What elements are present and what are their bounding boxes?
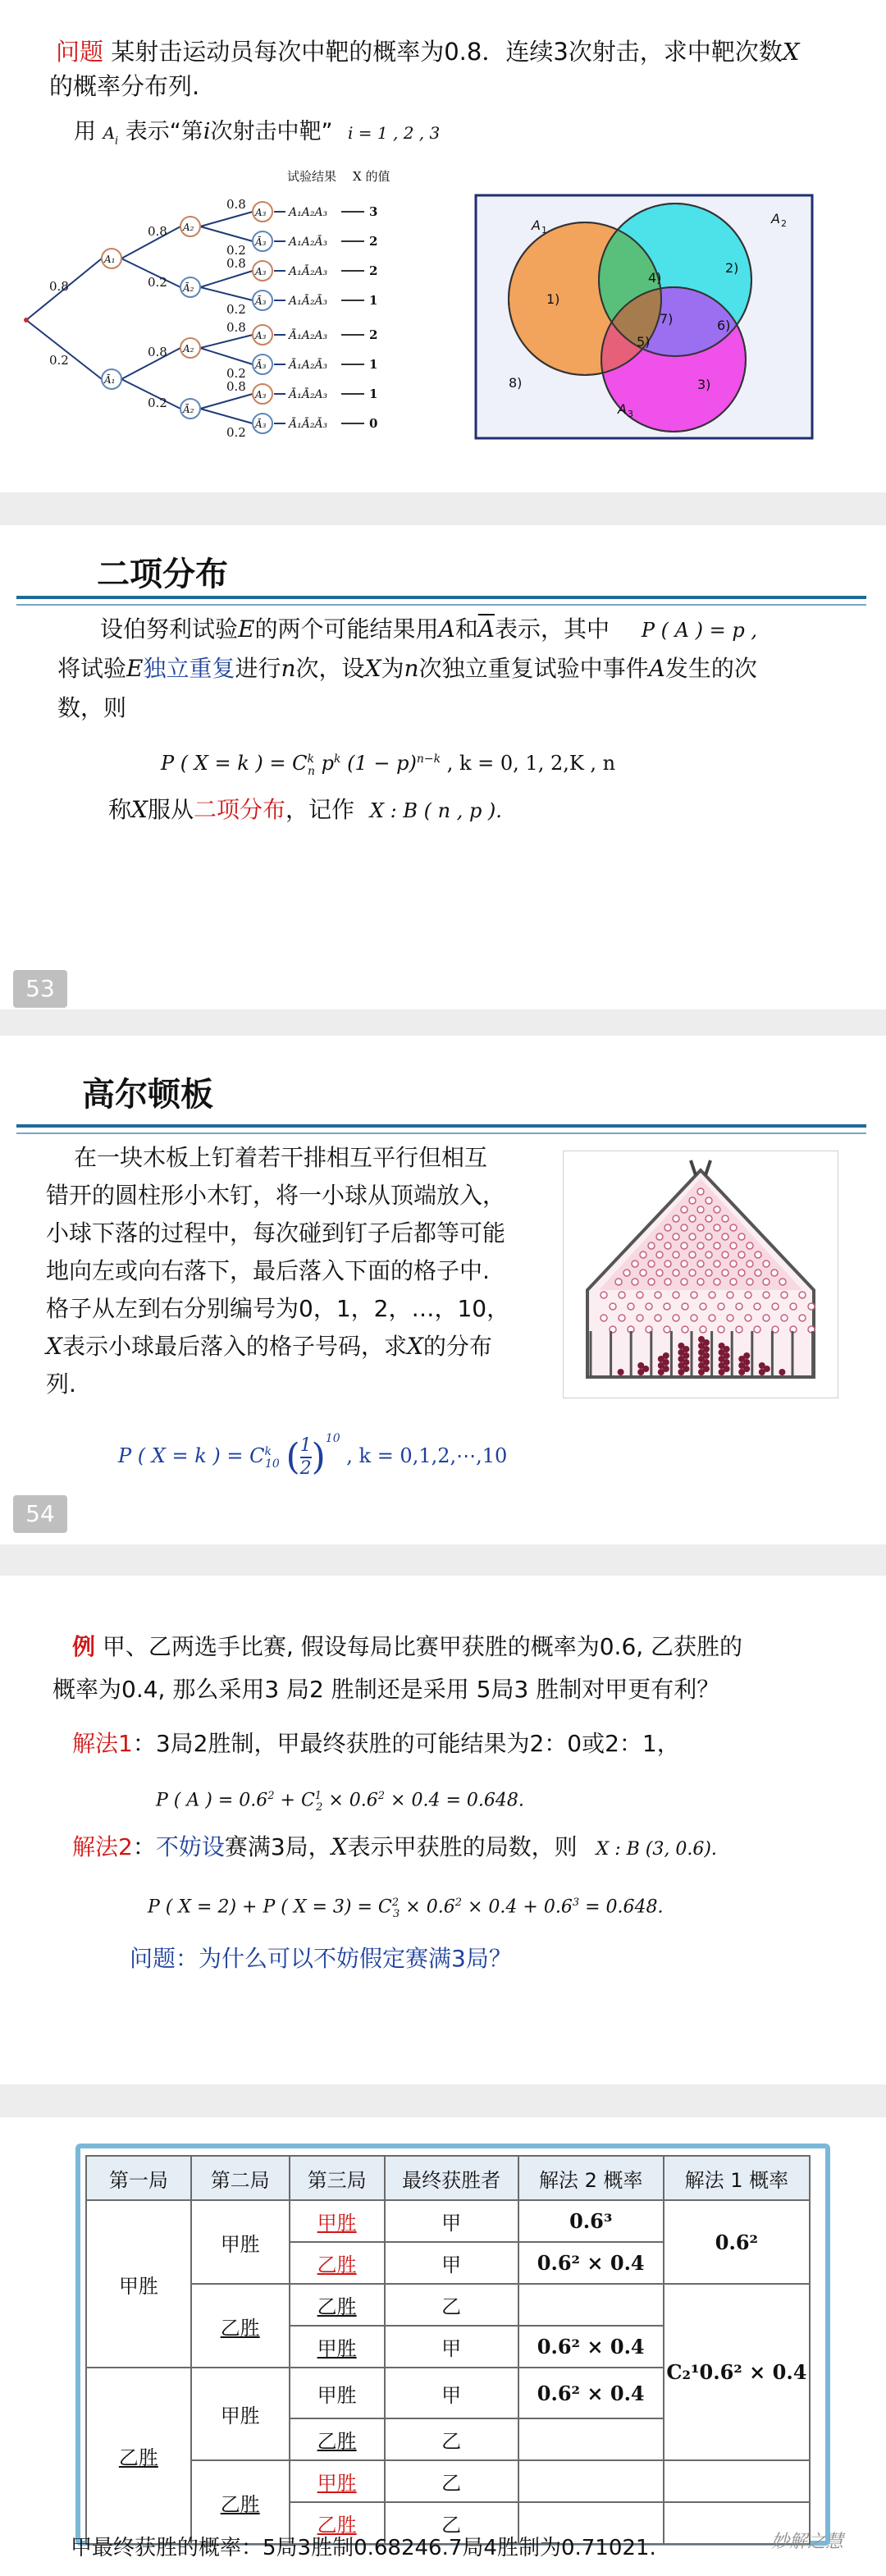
svg-text:A₃: A₃	[255, 207, 267, 218]
page-number: 54	[13, 1495, 67, 1533]
binomial-line2: 将试验E独立重复进行n次，设X为n次独立重复试验中事件A发生的次	[57, 655, 757, 682]
svg-text:A₃: A₃	[255, 330, 267, 341]
svg-text:Ā₃: Ā₃	[255, 295, 267, 307]
svg-text:4): 4)	[648, 270, 662, 286]
tree-header-x: X 的值	[353, 169, 390, 184]
binomial-line3: 数，则	[57, 694, 127, 721]
svg-text:0.2: 0.2	[226, 425, 246, 440]
table-row: 乙胜 甲胜 甲胜 甲 0.6² × 0.4	[86, 2368, 810, 2418]
svg-text:0.2: 0.2	[226, 366, 246, 381]
title-rule-thin	[16, 604, 866, 606]
svg-text:0: 0	[369, 416, 378, 431]
svg-text:3): 3)	[697, 377, 711, 392]
svg-text:3: 3	[628, 409, 633, 419]
binomial-line1: 设伯努利试验E的两个可能结果用A和$\overline{A}$表示，其中 P ( A ) = p ,	[100, 615, 757, 643]
question-line: 问题：为什么可以不妨假定赛满3局？	[130, 1945, 512, 1972]
svg-text:1: 1	[369, 387, 378, 401]
svg-text:A₁Ā₂A₃: A₁Ā₂A₃	[289, 265, 328, 278]
svg-text:Ā₁Ā₂A₃: Ā₁Ā₂A₃	[289, 388, 328, 401]
svg-text:A: A	[618, 401, 627, 417]
watermark: 妙解之慧	[771, 2532, 844, 2552]
svg-text:5): 5)	[637, 334, 651, 350]
problem-text-cont: 的概率分布列.	[49, 72, 200, 100]
svg-text:3: 3	[369, 204, 378, 219]
binomial-title: 二项分布	[97, 556, 228, 593]
title-rule	[16, 1124, 866, 1128]
example-line2: 概率为0.4, 那么采用3 局2 胜制还是采用 5局3 胜制对甲更有利？	[53, 1676, 720, 1703]
svg-text:0.8: 0.8	[226, 197, 246, 212]
title-rule-thin	[16, 1132, 866, 1134]
svg-text:Ā₁Ā₂Ā₃: Ā₁Ā₂Ā₃	[289, 418, 328, 431]
svg-text:0.2: 0.2	[226, 302, 246, 317]
svg-text:0.2: 0.2	[148, 396, 167, 410]
svg-text:7): 7)	[660, 311, 674, 327]
slide-binomial	[0, 525, 886, 1009]
svg-text:1: 1	[369, 357, 378, 372]
svg-text:A₁A₂A₃: A₁A₂A₃	[289, 206, 328, 219]
svg-text:A₁: A₁	[104, 254, 116, 265]
galton-line4: 地向左或向右落下，最后落入下面的格子中.	[46, 1257, 490, 1284]
table-header-row: 第一局 第二局 第三局 最终获胜者 解法 2 概率 解法 1 概率	[86, 2156, 810, 2200]
svg-text:1): 1)	[546, 291, 560, 307]
solution1-formula: P ( A ) = $0.6^2 + C^1_2 \times 0.6^2 \times 0.4 = 0.648$.	[156, 1790, 524, 1814]
svg-text:Ā₂: Ā₂	[183, 404, 194, 415]
svg-text:Ā₁A₂Ā₃: Ā₁A₂Ā₃	[289, 359, 328, 372]
svg-text:1: 1	[369, 293, 378, 308]
galton-line1: 在一块木板上钉着若干排相互平行但相互	[74, 1144, 488, 1171]
svg-text:0.8: 0.8	[226, 320, 246, 335]
svg-text:A₁A₂Ā₃: A₁A₂Ā₃	[289, 236, 328, 249]
svg-text:0.8: 0.8	[49, 279, 69, 294]
venn-diagram	[474, 194, 814, 440]
svg-text:1: 1	[541, 225, 547, 236]
slide-galton	[0, 1036, 886, 1544]
table-row: 甲胜 甲胜 甲胜 甲 0.6³ 0.6²	[86, 2200, 810, 2242]
svg-text:2: 2	[781, 218, 787, 229]
svg-text:2: 2	[369, 263, 378, 278]
svg-text:A: A	[532, 217, 541, 233]
svg-text:2: 2	[369, 234, 378, 249]
svg-text:A: A	[771, 211, 780, 226]
table-row: 乙胜 乙胜 乙 C₂¹0.6² × 0.4	[86, 2284, 810, 2326]
svg-text:0.8: 0.8	[226, 256, 246, 271]
galton-board-image	[563, 1151, 838, 1398]
galton-line2: 错开的圆柱形小木钉，将一小球从顶端放入，	[46, 1182, 506, 1209]
binomial-dist: 称X服从二项分布，记作 X : B ( n , p ).	[108, 796, 502, 823]
table-row: 乙胜 甲胜 乙	[86, 2460, 810, 2502]
svg-text:0.8: 0.8	[226, 379, 246, 394]
svg-text:6): 6)	[717, 318, 731, 333]
slide-table	[0, 2117, 886, 2576]
galton-formula: P ( X = k ) = $C^k_{10}$ ( $\frac{1}{2}$ )$^{10}$ , k = 0,1,2,⋯,10	[118, 1432, 508, 1479]
problem-label: 问题	[56, 38, 104, 66]
svg-text:A₃: A₃	[255, 389, 267, 400]
table-row: 乙胜 甲 0.6² × 0.4	[86, 2242, 810, 2284]
solution2: 解法2：不妨设赛满3局，X表示甲获胜的局数，则 X : B (3, 0.6).	[72, 1833, 717, 1860]
svg-text:0.2: 0.2	[148, 275, 167, 290]
galton-line5: 格子从左到右分别编号为0，1，2，…，10，	[46, 1295, 510, 1322]
svg-text:Ā₁: Ā₁	[104, 374, 116, 386]
solution2-formula: P ( X = 2) + P ( $X = 3) = C^2_3 \times 0.6^2 \times 0.4 + 0.6^3 = 0.648$.	[148, 1897, 664, 1920]
table-row: 甲胜 甲 0.6² × 0.4	[86, 2326, 810, 2368]
table-row: 乙胜 乙	[86, 2418, 810, 2460]
svg-text:Ā₂: Ā₂	[183, 282, 194, 294]
svg-text:Ā₃: Ā₃	[255, 419, 267, 430]
results-table	[85, 2155, 811, 2545]
galton-line6: X表示小球最后落入的格子号码，求X的分布	[46, 1333, 492, 1360]
title-rule	[16, 596, 866, 599]
problem-text: 问题 某射击运动员每次中靶的概率为0.8．连续3次射击，求中靶次数X	[56, 38, 800, 66]
svg-text:0.8: 0.8	[148, 345, 167, 359]
tree-header-result: 试验结果	[287, 169, 337, 184]
galton-line7: 列.	[46, 1370, 76, 1398]
use-line: 用 $A_i$ 表示“第i次射击中靶” i = 1 , 2 , 3	[74, 119, 441, 148]
page-number: 53	[13, 970, 67, 1008]
table-footer: 甲最终获胜的概率：5局3胜制0.68246.7局4胜制为0.71021.	[71, 2536, 656, 2560]
svg-text:A₁Ā₂Ā₃: A₁Ā₂Ā₃	[289, 295, 328, 308]
svg-text:0.2: 0.2	[49, 353, 69, 368]
svg-text:2: 2	[369, 327, 378, 342]
svg-text:0.2: 0.2	[226, 243, 246, 258]
slide-example	[0, 1576, 886, 2084]
svg-text:Ā₃: Ā₃	[255, 236, 267, 248]
solution1: 解法1：3局2胜制，甲最终获胜的可能结果为2：0或2：1，	[72, 1730, 680, 1757]
svg-text:Ā₁A₂A₃: Ā₁A₂A₃	[289, 329, 328, 342]
example-line1: 例 甲、乙两选手比赛, 假设每局比赛甲获胜的概率为0.6, 乙获胜的	[72, 1633, 743, 1660]
table-row: 乙胜 乙	[86, 2502, 810, 2544]
galton-title: 高尔顿板	[82, 1076, 213, 1114]
svg-text:8): 8)	[509, 375, 523, 391]
galton-line3: 小球下落的过程中，每次碰到钉子后都等可能	[46, 1219, 506, 1247]
svg-text:A₃: A₃	[255, 266, 267, 277]
svg-text:2): 2)	[725, 260, 739, 276]
svg-text:A₂: A₂	[183, 343, 194, 355]
slide-problem	[0, 0, 886, 492]
binomial-formula: P ( X = k ) = $C^k_n$ $p^k$ $(1 - p)^{n-k}$ , k = 0, 1, 2,K , n	[161, 752, 616, 778]
svg-text:0.8: 0.8	[148, 224, 167, 239]
svg-text:A₂: A₂	[183, 222, 194, 233]
probability-tree	[16, 164, 459, 443]
svg-text:Ā₃: Ā₃	[255, 359, 267, 371]
